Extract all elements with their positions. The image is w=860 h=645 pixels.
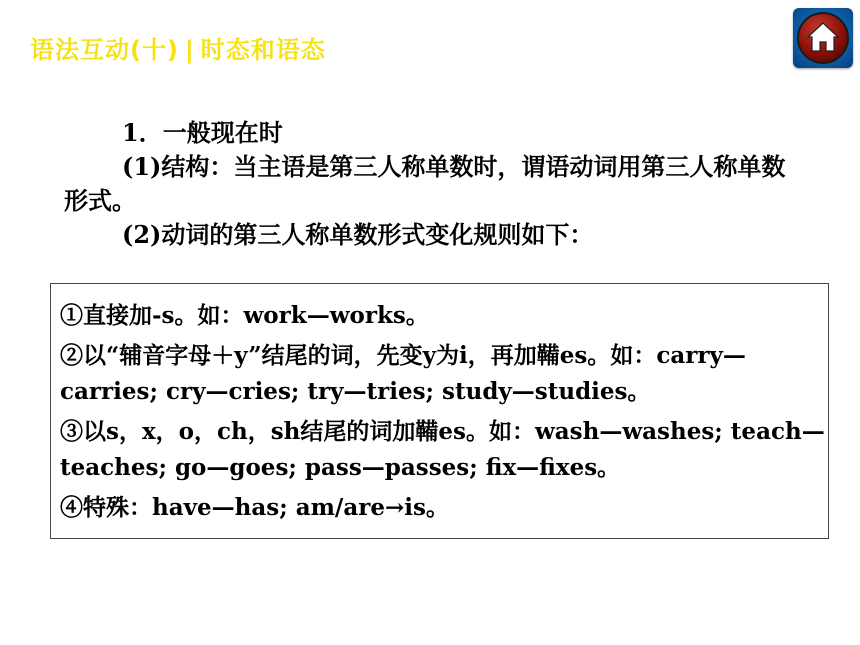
home-icon (806, 20, 840, 54)
rule-item-2: ②以“辅音字母＋y”结尾的词，先变y为i，再加鞴es。如：carry—carries; cry—cries; try—tries; study—studies。 (60, 342, 746, 405)
rules-box (50, 283, 829, 539)
rule-item-3: ③以s，x，o，ch，sh结尾的词加鞴es。如：wash—washes; teach—teaches; go—goes; pass—passes; fix—fixes。 (60, 418, 825, 481)
title-separator: | (184, 36, 195, 64)
rule-item-4: ④特殊：have—has; am/are→is。 (60, 494, 449, 521)
rule-item-1: ①直接加-s。如：work—works。 (60, 302, 429, 329)
intro-section (64, 116, 804, 252)
page-title (30, 30, 326, 65)
intro-structure: (1)结构：当主语是第三人称单数时，谓语动词用第三人称单数形式。 (64, 152, 786, 215)
title-right: 时态和语态 (200, 36, 326, 64)
intro-heading: 1．一般现在时 (122, 118, 283, 147)
intro-rule-heading: (2)动词的第三人称单数形式变化规则如下： (122, 220, 594, 249)
home-button[interactable] (793, 8, 853, 68)
title-left: 语法互动(十) (30, 36, 179, 64)
